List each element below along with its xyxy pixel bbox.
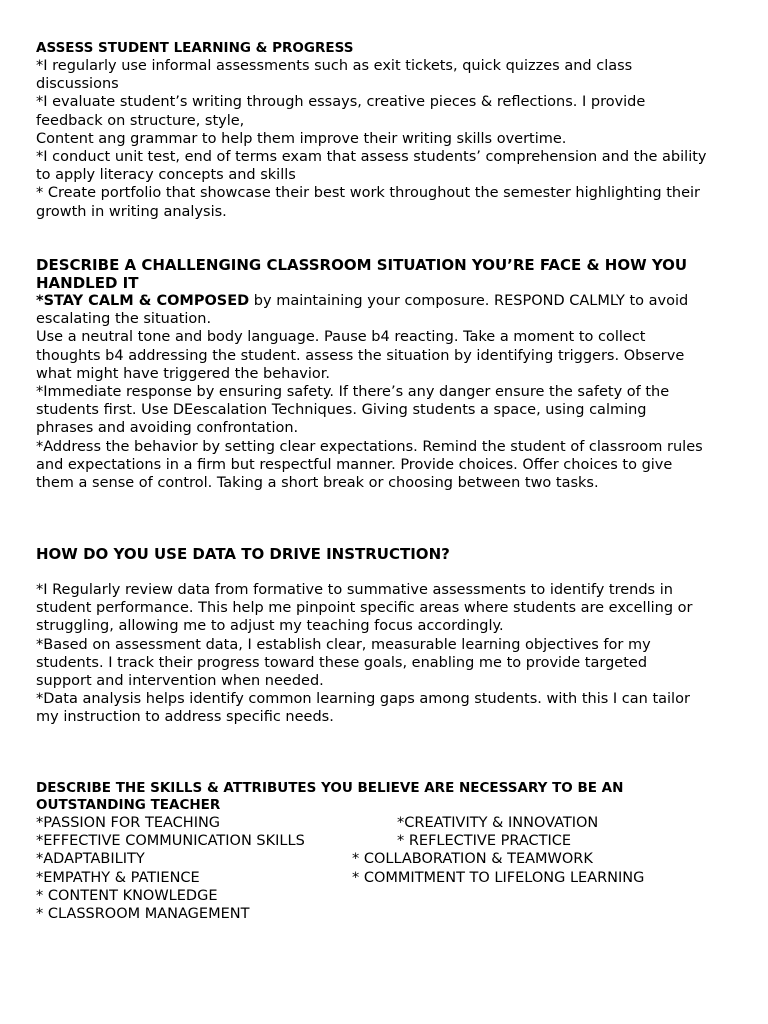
lead-rest: by maintaining your composure. RESPOND CALMLY to avoid <box>249 293 689 309</box>
text-line: *Data analysis helps identify common learning gaps among students. with this I can tailor <box>36 691 690 708</box>
text-line: student performance. This help me pinpoint specific areas where students are excelling or <box>36 600 693 617</box>
section-heading-continued: OUTSTANDING TEACHER <box>36 797 221 813</box>
text-line: *I evaluate student’s writing through essays, creative pieces & reflections. I provide <box>36 94 646 111</box>
section-heading: HOW DO YOU USE DATA TO DRIVE INSTRUCTION? <box>36 545 450 563</box>
skill-item: * REFLECTIVE PRACTICE <box>397 833 572 850</box>
text-line: and expectations in a firm but respectful manner. Provide choices. Offer choices to give <box>36 456 673 473</box>
skill-item: *ADAPTABILITY <box>36 851 145 868</box>
skills-list <box>36 814 736 924</box>
skill-item: *PASSION FOR TEACHING <box>36 815 221 831</box>
text-line: *I Regularly review data from formative to summative assessments to identify trends in <box>36 582 673 598</box>
skill-item: * CONTENT KNOWLEDGE <box>36 887 218 904</box>
text-line: support and intervention when needed. <box>36 673 324 690</box>
section-challenging-situation <box>36 256 736 492</box>
text-line: *Immediate response by ensuring safety. If there’s any danger ensure the safety of the <box>36 384 670 401</box>
text-line: * Create portfolio that showcase their best work throughout the semester highlighting their <box>36 185 700 202</box>
text-line: students first. Use DEescalation Techniques. Giving students a space, using calming <box>36 402 647 419</box>
section-heading: DESCRIBE THE SKILLS & ATTRIBUTES YOU BELIEVE ARE NECESSARY TO BE AN <box>36 780 624 796</box>
skill-item: * CLASSROOM MANAGEMENT <box>36 906 250 922</box>
skill-item: * COLLABORATION & TEAMWORK <box>352 851 593 868</box>
section-skills-attributes <box>36 780 736 924</box>
text-line: my instruction to address specific needs. <box>36 709 334 726</box>
text-line: escalating the situation. <box>36 311 212 328</box>
text-line: feedback on structure, style, <box>36 112 245 129</box>
text-line: *Based on assessment data, I establish clear, measurable learning objectives for my <box>36 636 651 653</box>
text-line: them a sense of control. Taking a short break or choosing between two tasks. <box>36 475 599 492</box>
section-heading-continued: HANDLED IT <box>36 274 139 292</box>
text-line: struggling, allowing me to adjust my teaching focus accordingly. <box>36 618 504 635</box>
bold-lead: *STAY CALM & COMPOSED <box>36 293 250 309</box>
text-line: phrases and avoiding confrontation. <box>36 420 299 437</box>
text-line: thoughts b4 addressing the student. assess the situation by identifying triggers. Observe <box>36 347 685 364</box>
section-heading: ASSESS STUDENT LEARNING & PROGRESS <box>36 40 354 56</box>
text-line: *Address the behavior by setting clear expectations. Remind the student of classroom rules <box>36 438 703 455</box>
text-line: *I conduct unit test, end of terms exam that assess students’ comprehension and the ability <box>36 149 707 166</box>
text-line: to apply literacy concepts and skills <box>36 167 296 184</box>
text-line: *I regularly use informal assessments such as exit tickets, quick quizzes and class <box>36 58 633 74</box>
text-line: students. I track their progress toward these goals, enabling me to provide targeted <box>36 654 648 671</box>
text-line: discussions <box>36 76 119 93</box>
section-data-instruction <box>36 545 736 727</box>
skill-item: *CREATIVITY & INNOVATION <box>397 815 599 831</box>
section-heading: DESCRIBE A CHALLENGING CLASSROOM SITUATION YOU’RE FACE & HOW YOU <box>36 256 688 274</box>
text-line: growth in writing analysis. <box>36 203 227 220</box>
skill-item: *EMPATHY & PATIENCE <box>36 869 200 886</box>
lead-line <box>36 292 736 310</box>
text-line: Use a neutral tone and body language. Pause b4 reacting. Take a moment to collect <box>36 329 646 346</box>
text-line: Content ang grammar to help them improve their writing skills overtime. <box>36 130 567 147</box>
text-line: what might have triggered the behavior. <box>36 365 330 382</box>
skill-item: *EFFECTIVE COMMUNICATION SKILLS <box>36 833 305 850</box>
skill-item: * COMMITMENT TO LIFELONG LEARNING <box>352 869 645 886</box>
section-assess-learning <box>36 40 736 221</box>
